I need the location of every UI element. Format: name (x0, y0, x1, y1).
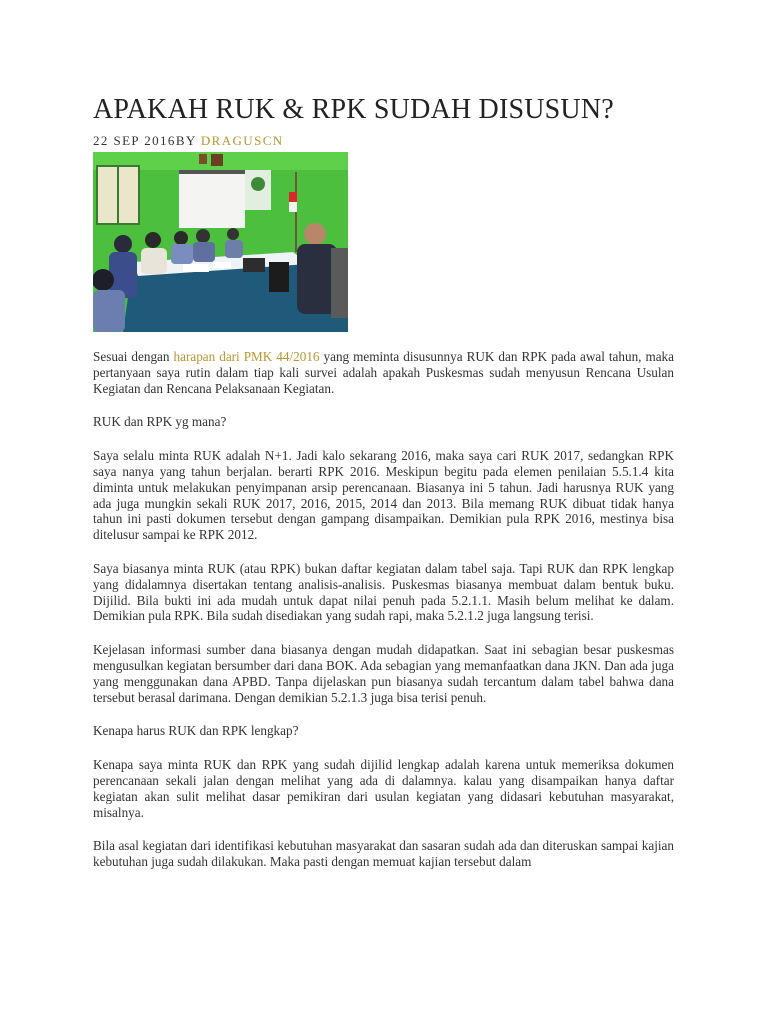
pmk-link[interactable]: harapan dari PMK 44/2016 (173, 349, 320, 364)
article-photo (93, 152, 348, 332)
article-body (93, 349, 674, 870)
article-title: APAKAH RUK & RPK SUDAH DISUSUN? (93, 94, 614, 125)
paragraph-needs-identification: Bila asal kegiatan dari identifikasi kebutuhan masyarakat dan sasaran sudah ada dan diteruskan sampai kajian kebutuhan juga sudah dilakukan. Maka pasti dengan memuat kajian tersebut dalam (93, 838, 674, 870)
photo-meeting-room-icon (93, 152, 348, 332)
paragraph-complete-documents: Saya biasanya minta RUK (atau RPK) bukan daftar kegiatan dalam tabel saja. Tapi RUK dan RPK lengkap yang didalamnya disertakan tentang analisis-analisis. Puskesmas biasanya membuat dalam bentuk buku. Dijilid. Bila bukti ini ada mudah untuk dapat nilai penuh pada 5.2.1.1. Masih belum melihat ke dalam. Demikian pula RPK. Bila sudah disediakan yang sudah rapi, maka 5.2.1.2 juga langsung terisi. (93, 560, 674, 624)
paragraph-n-plus-one: Saya selalu minta RUK adalah N+1. Jadi kalo sekarang 2016, maka saya cari RUK 2017, sedangkan RPK saya nanya yang tahun berjalan. berarti RPK 2016. Meskipun begitu pada elemen penilaian 5.5.1.4 kita diminta untuk melakukan penyimpanan arsip perencanaan. Biasanya ini 5 tahun. Jadi harusnya RUK yang ada juga mungkin sekali RUK 2017, 2016, 2015, 2014 dan 2013. Bila memang RUK dibuat tidak hanya tahun ini pasti dokumen tersebut dengan gampang disampaikan. Demikian pula RPK 2016, mestinya bisa ditelusur sampai ke RPK 2012. (93, 448, 674, 543)
section-heading-ruk-rpk: RUK dan RPK yg mana? (93, 414, 227, 430)
by-label: BY (175, 133, 197, 148)
article (93, 92, 674, 888)
section-heading-why-complete: Kenapa harus RUK dan RPK lengkap? (93, 723, 299, 739)
intro-text-end: yang meminta disusunnya RUK dan RPK pada awal tahun, maka pertanyaan saya rutin dalam tiap kali survei adalah apakah Puskesmas sudah menyusun Rencana Usulan Kegiatan dan Rencana Pelaksanaan Kegiatan. (93, 349, 675, 396)
paragraph-funding-sources: Kejelasan informasi sumber dana biasanya dengan mudah didapatkan. Saat ini sebagian besar puskesmas mengusulkan kegiatan bersumber dari dana BOK. Ada sebagian yang memanfaatkan dana JKN. Dan ada juga yang menggunakan dana APBD. Tanpa dijelaskan pun biasanya sudah tercantum dalam tabel bahwa dana tersebut berasal darimana. Dengan demikian 5.2.1.3 juga bisa terisi penuh. (93, 642, 674, 705)
post-meta (93, 133, 674, 149)
author-link[interactable]: DRAGUSCN (200, 133, 284, 148)
paragraph-intro (93, 349, 674, 396)
intro-text-start: Sesuai dengan (93, 349, 174, 364)
paragraph-why-bound: Kenapa saya minta RUK dan RPK yang sudah dijilid lengkap adalah karena untuk memeriksa dokumen perencanaan sekali jalan dengan melihat yang ada di dalamnya. kalau yang disampaikan hanya daftar kegiatan akan sulit melihat dasar pemikiran dari usulan kegiatan yang didasari kebutuhan masyarakat, misalnya. (93, 757, 674, 820)
post-date[interactable]: 22 SEP 2016 (93, 133, 176, 148)
